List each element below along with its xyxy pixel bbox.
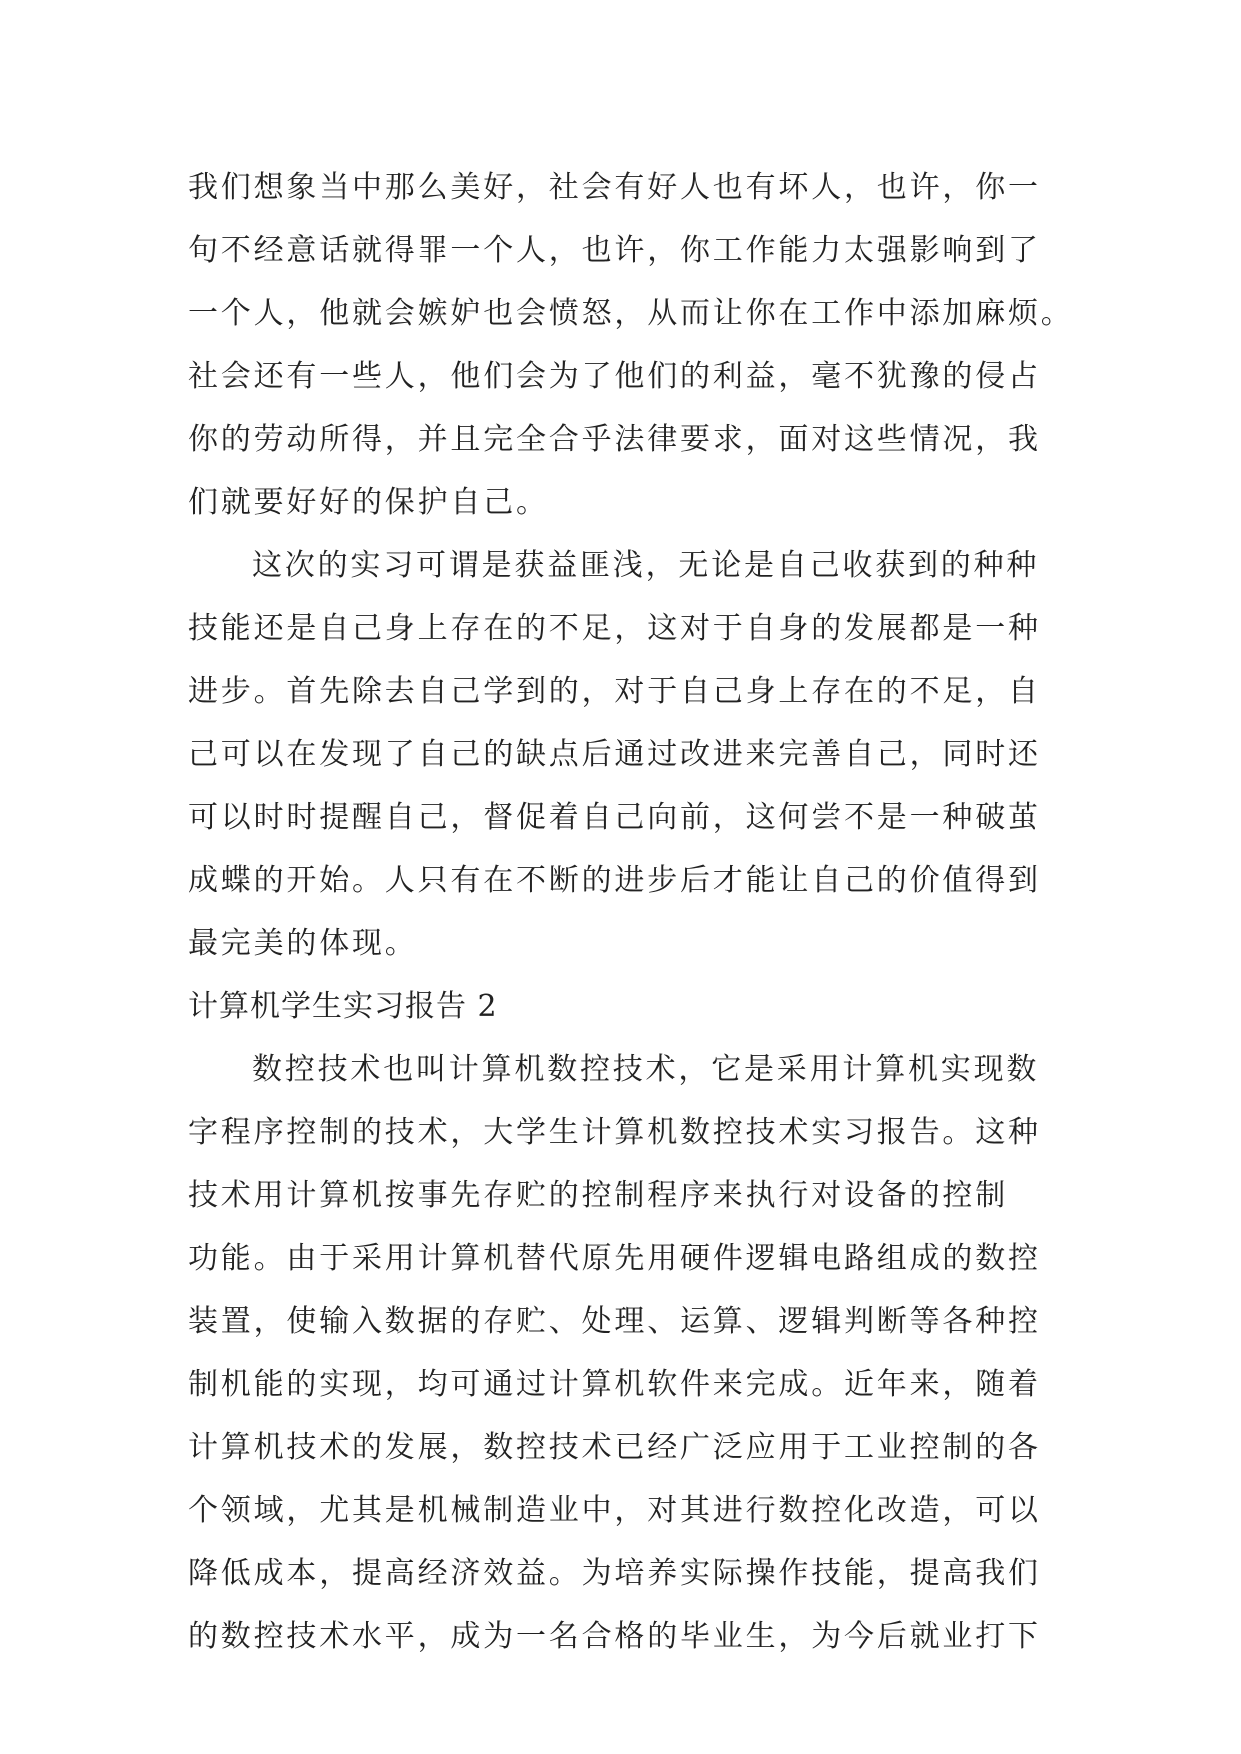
paragraph-3 xyxy=(188,1038,1058,1668)
text-line: 字程序控制的技术，大学生计算机数控技术实习报告。这种 xyxy=(188,1115,1041,1150)
text-line: 己可以在发现了自己的缺点后通过改进来完善自己，同时还 xyxy=(188,737,1041,772)
text-line: 成蝶的开始。人只有在不断的进步后才能让自己的价值得到 xyxy=(188,863,1041,898)
text-line: 你的劳动所得，并且完全合乎法律要求，面对这些情况，我 xyxy=(188,422,1041,457)
text-line: 数控技术也叫计算机数控技术，它是采用计算机实现数 xyxy=(252,1052,1040,1087)
text-line: 技术用计算机按事先存贮的控制程序来执行对设备的控制 xyxy=(188,1178,1008,1213)
text-line: 一个人，他就会嫉妒也会愤怒，从而让你在工作中添加麻烦。 xyxy=(188,296,1074,331)
document-body xyxy=(188,156,1074,1668)
text-line: 的数控技术水平，成为一名合格的毕业生，为今后就业打下 xyxy=(188,1619,1041,1654)
text-line: 进步。首先除去自己学到的，对于自己身上存在的不足，自 xyxy=(188,674,1041,709)
text-line: 社会还有一些人，他们会为了他们的利益，毫不犹豫的侵占 xyxy=(188,359,1041,394)
text-line: 们就要好好的保护自己。 xyxy=(188,485,549,520)
text-line: 这次的实习可谓是获益匪浅，无论是自己收获到的种种 xyxy=(252,548,1040,583)
paragraph-1 xyxy=(188,156,1074,534)
text-line: 计算机技术的发展，数控技术已经广泛应用于工业控制的各 xyxy=(188,1430,1041,1465)
text-line: 制机能的实现，均可通过计算机软件来完成。近年来，随着 xyxy=(188,1367,1041,1402)
text-line: 功能。由于采用计算机替代原先用硬件逻辑电路组成的数控 xyxy=(188,1241,1041,1276)
text-line: 技能还是自己身上存在的不足，这对于自身的发展都是一种 xyxy=(188,611,1041,646)
text-line: 降低成本，提高经济效益。为培养实际操作技能，提高我们 xyxy=(188,1556,1041,1591)
text-line: 可以时时提醒自己，督促着自己向前，这何尝不是一种破茧 xyxy=(188,800,1041,835)
text-line: 最完美的体现。 xyxy=(188,926,418,961)
text-line: 个领域，尤其是机械制造业中，对其进行数控化改造，可以 xyxy=(188,1493,1041,1528)
text-line: 我们想象当中那么美好，社会有好人也有坏人，也许，你一 xyxy=(188,170,1041,205)
section-heading: 计算机学生实习报告 2 xyxy=(188,989,498,1024)
paragraph-2 xyxy=(188,534,1058,975)
text-line: 句不经意话就得罪一个人，也许，你工作能力太强影响到了 xyxy=(188,233,1041,268)
text-line: 装置，使输入数据的存贮、处理、运算、逻辑判断等各种控 xyxy=(188,1304,1041,1339)
